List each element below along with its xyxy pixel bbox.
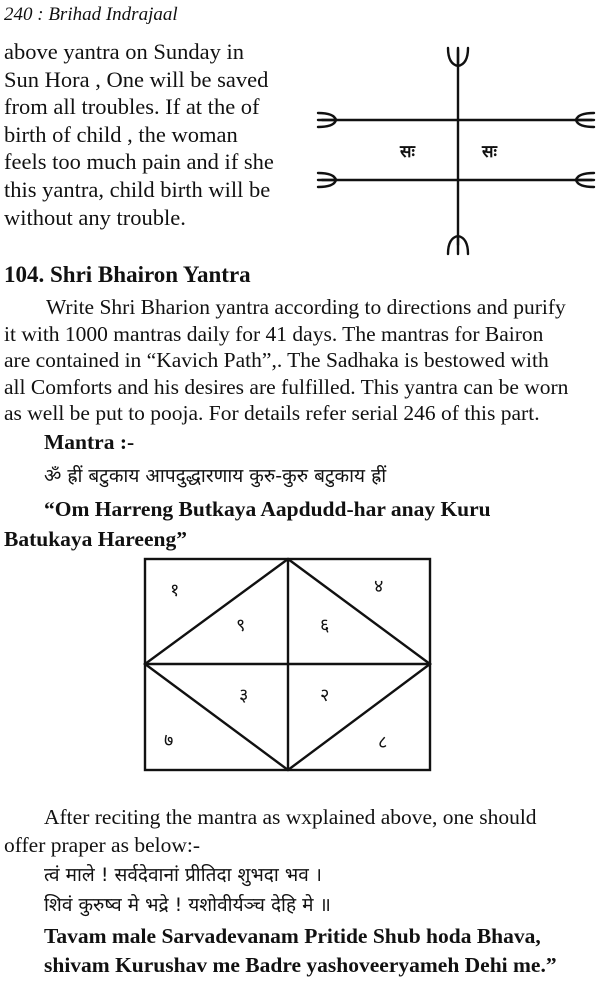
prayer-deva-line: शिवं कुरुष्व मे भद्रे ! यशोवीर्यञ्च देहि मे ॥ xyxy=(44,894,331,916)
mantra-roman-line: Batukaya Hareeng” xyxy=(4,527,187,551)
trident-right-lower-icon xyxy=(576,173,594,187)
trident-left-lower-icon xyxy=(318,173,336,187)
prayer-roman-line: shivam Kurushav me Badre yashoveeryameh Dehi me.” xyxy=(44,953,557,977)
paragraph-line: all Comforts and his desires are fulfilled. This yantra can be worn xyxy=(4,374,569,399)
intro-line: Sun Hora , One will be saved xyxy=(4,66,269,92)
cell-lower-left-inner: ३ xyxy=(239,685,249,706)
intro-line: without any trouble. xyxy=(4,204,186,230)
yantra-right-syllable: सः xyxy=(482,142,497,162)
prayer-deva-line: त्वं माले ! सर्वदेवानां प्रीतिदा शुभदा भव । xyxy=(44,864,323,886)
prayer-roman-line: Tavam male Sarvadevanam Pritide Shub hoda Bhava, xyxy=(44,924,541,948)
section-paragraph xyxy=(4,294,596,427)
after-line: After reciting the mantra as wxplained above, one should xyxy=(44,805,537,829)
cell-bottom-right-corner: ८ xyxy=(378,732,388,753)
trident-right-upper-icon xyxy=(576,113,594,127)
intro-paragraph xyxy=(4,38,294,231)
yantra-left-syllable: सः xyxy=(400,142,415,162)
after-line: offer praper as below:- xyxy=(4,833,200,857)
trident-top-icon xyxy=(448,48,468,66)
cell-top-left-corner: १ xyxy=(170,580,180,601)
cell-upper-right-inner: ६ xyxy=(320,615,330,636)
trident-left-upper-icon xyxy=(318,113,336,127)
trident-yantra-figure xyxy=(300,40,600,265)
section-heading: 104. Shri Bhairon Yantra xyxy=(4,262,251,287)
prayer-transliteration xyxy=(44,922,557,980)
cell-upper-left-inner: ९ xyxy=(236,615,246,636)
bhairon-yantra-grid xyxy=(142,556,434,774)
intro-line: this yantra, child birth will be xyxy=(4,176,271,202)
paragraph-line: are contained in “Kavich Path”,. The Sadhaka is bestowed with xyxy=(4,348,549,372)
after-paragraph xyxy=(4,803,537,859)
intro-line: feels too much pain and if she xyxy=(4,149,274,175)
intro-line: birth of child , the woman xyxy=(4,121,238,147)
paragraph-line: it with 1000 mantras daily for 41 days. The mantras for Bairon xyxy=(4,321,544,346)
paragraph-line: as well be put to pooja. For details refer serial 246 of this part. xyxy=(4,401,540,425)
mantra-devanagari: ॐ ह्रीं बटुकाय आपदुद्धारणाय कुरु-कुरु बटुकाय ह्रीं xyxy=(44,465,387,487)
intro-line: from all troubles. If at the of xyxy=(4,94,260,120)
intro-line: above yantra on Sunday in xyxy=(4,39,244,64)
mantra-roman-line: “Om Harreng Butkaya Aapdudd-har anay Kuru xyxy=(44,497,491,521)
cell-bottom-left-corner: ७ xyxy=(164,730,174,751)
cell-top-right-corner: ४ xyxy=(374,576,384,597)
prayer-devanagari xyxy=(44,860,331,920)
cell-lower-right-inner: २ xyxy=(320,685,330,706)
trident-bottom-icon xyxy=(448,236,468,254)
running-head: 240 : Brihad Indrajaal xyxy=(4,4,178,25)
mantra-label: Mantra :- xyxy=(44,430,135,454)
mantra-transliteration xyxy=(4,494,598,554)
paragraph-line: Write Shri Bharion yantra according to directions and purify xyxy=(46,295,566,319)
